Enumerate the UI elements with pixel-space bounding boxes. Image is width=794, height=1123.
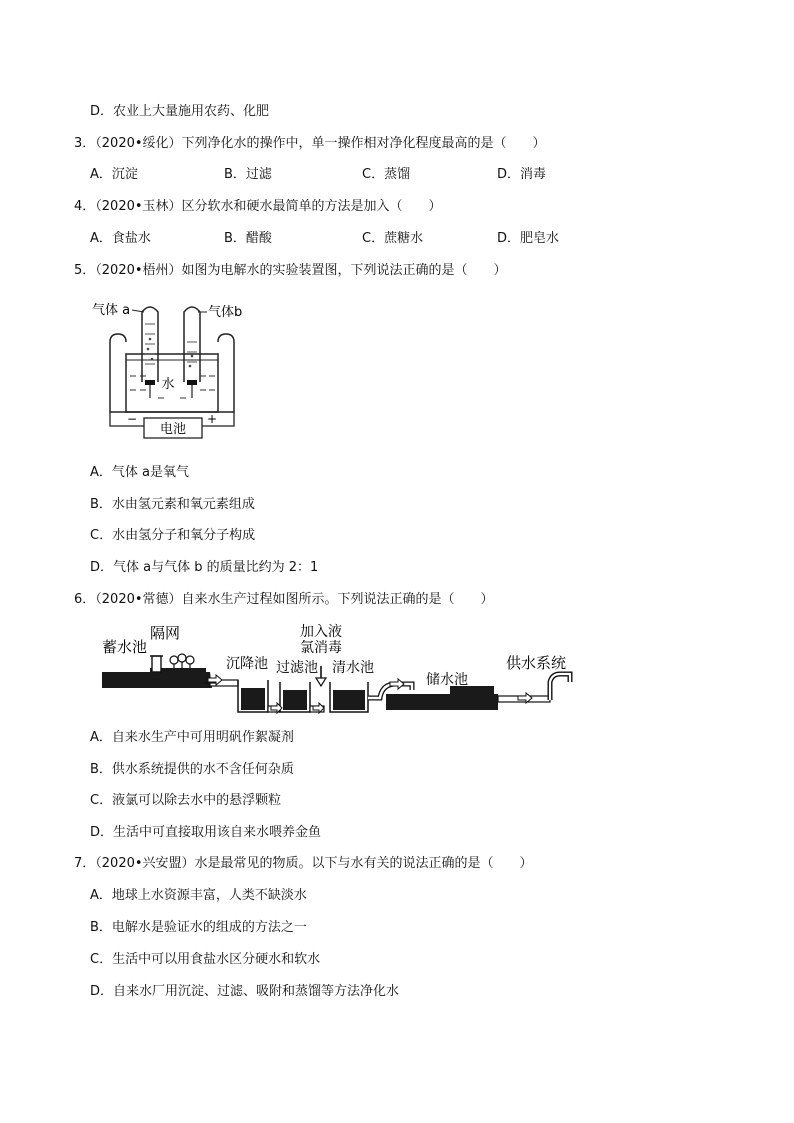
q2-option-d: D．农业上大量施用农药、化肥 (90, 104, 270, 119)
gas-a-label: 气体 a (92, 303, 131, 318)
q6-option-c: C．液氯可以除去水中的悬浮颗粒 (90, 793, 282, 808)
q3-option-d: D．消毒 (497, 167, 547, 182)
q7-option-d: D．自来水厂用沉淀、过滤、吸附和蒸馏等方法净化水 (90, 984, 400, 999)
q5-stem: 5．（2020•梧州）如图为电解水的实验装置图，下列说法正确的是（ ） (74, 263, 507, 278)
q6-option-d: D．生活中可直接取用该自来水喂养金鱼 (90, 825, 322, 840)
gas-b-label: 气体b (208, 305, 243, 320)
tree-icons (170, 654, 194, 670)
water-label: 水 (161, 377, 175, 392)
q4-option-d: D．肥皂水 (497, 231, 560, 246)
chlorine-label-2: 氯消毒 (300, 640, 342, 656)
q3-stem: 3．（2020•绥化）下列净化水的操作中，单一操作相对净化程度最高的是（ ） (74, 136, 546, 151)
chlorine-label-1: 加入液 (300, 624, 342, 640)
q5-option-c: C．水由氢分子和氧分子构成 (90, 528, 256, 543)
q3-option-b: B．过滤 (224, 167, 272, 182)
q3-option-a: A．沉淀 (90, 167, 138, 182)
clear-tank-label: 清水池 (332, 660, 374, 676)
q3-option-c: C．蒸馏 (362, 167, 411, 182)
q5-option-b: B．水由氢元素和氧元素组成 (90, 497, 255, 512)
q6-option-b: B．供水系统提供的水不含任何杂质 (90, 762, 294, 777)
settling-label: 沉降池 (226, 656, 268, 672)
q4-stem: 4．（2020•玉林）区分软水和硬水最简单的方法是加入（ ） (74, 199, 442, 214)
supply-label: 供水系统 (506, 654, 567, 672)
filter-label: 过滤池 (276, 660, 318, 676)
q5-option-d: D．气体 a与气体 b 的质量比约为 2：1 (90, 560, 319, 575)
q7-stem: 7．（2020•兴安盟）水是最常见的物质。以下与水有关的说法正确的是（ ） (74, 856, 533, 871)
q7-option-b: B．电解水是验证水的组成的方法之一 (90, 920, 307, 935)
q6-stem: 6．（2020•常德）自来水生产过程如图所示。下列说法正确的是（ ） (74, 592, 494, 607)
reservoir-label: 蓄水池 (102, 638, 148, 656)
q4-option-a: A．食盐水 (90, 231, 151, 246)
q7-option-a: A．地球上水资源丰富，人类不缺淡水 (90, 888, 307, 903)
q4-option-c: C．蔗糖水 (362, 231, 424, 246)
battery-label: 电池 (159, 422, 187, 437)
q7-option-c: C．生活中可以用食盐水区分硬水和软水 (90, 952, 321, 967)
water-treatment-figure (100, 622, 580, 722)
plus-sign: + (206, 412, 218, 426)
screen-label: 隔网 (150, 624, 181, 642)
minus-sign: − (126, 412, 138, 426)
electrolysis-figure (88, 294, 258, 446)
q5-option-a: A．气体 a是氧气 (90, 465, 189, 480)
q6-option-a: A．自来水生产中可用明矾作絮凝剂 (90, 730, 294, 745)
storage-label: 储水池 (426, 672, 468, 688)
q4-option-b: B．醋酸 (224, 231, 272, 246)
